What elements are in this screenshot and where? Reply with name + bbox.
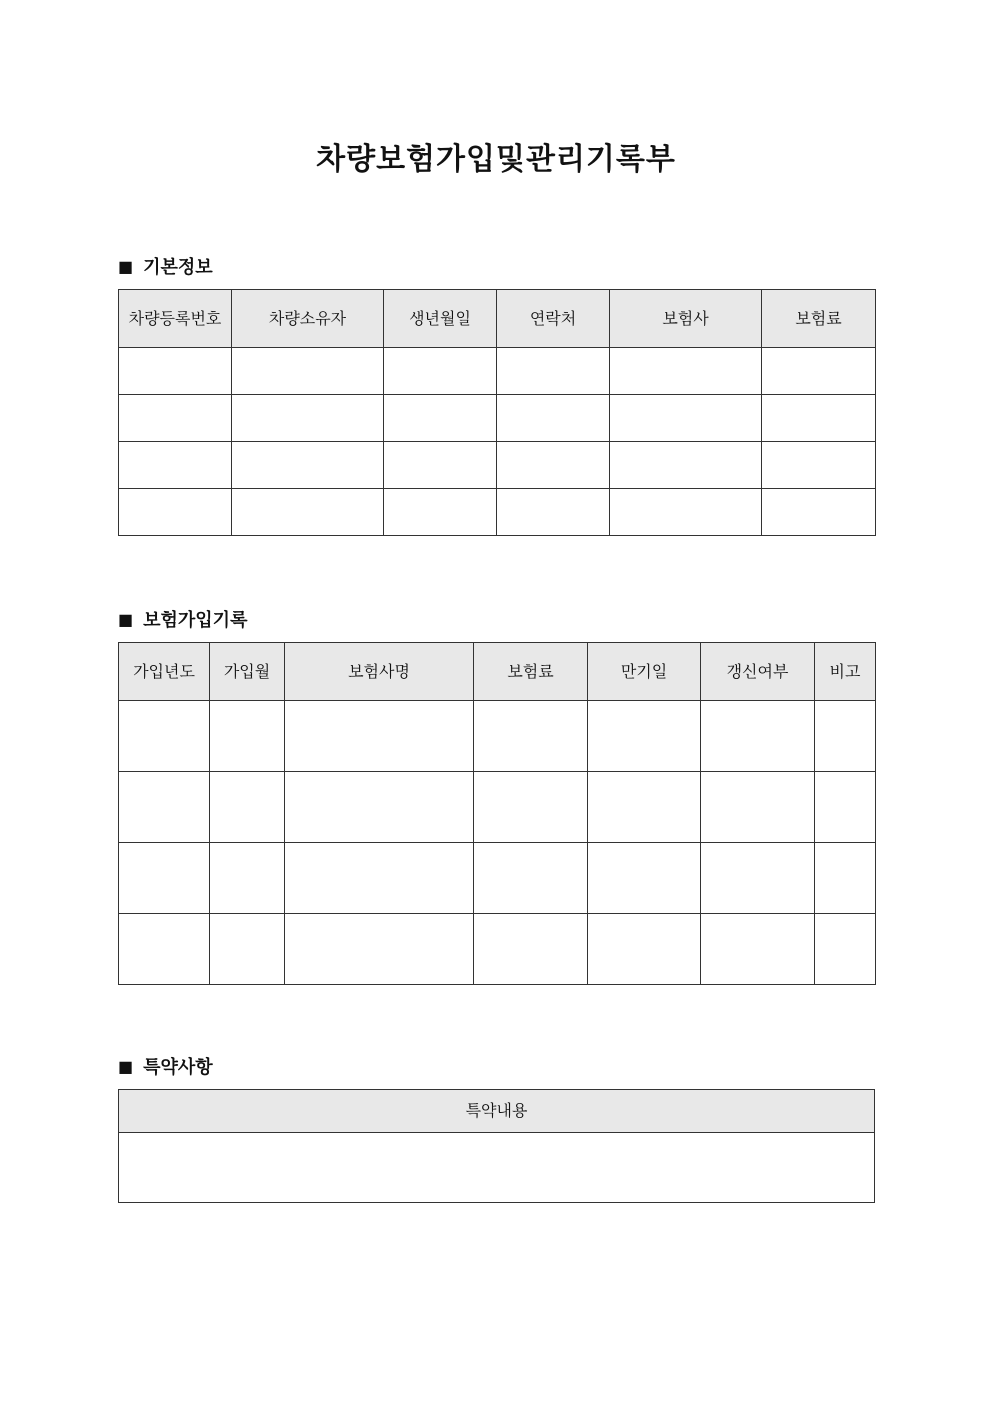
section-title: 특약사항 (143, 1057, 213, 1078)
table-cell[interactable] (210, 843, 285, 914)
column-header-vehicle-owner: 차량소유자 (232, 290, 384, 348)
column-header-join-month: 가입월 (210, 643, 285, 701)
table-cell[interactable] (232, 442, 384, 489)
table-cell[interactable] (815, 772, 876, 843)
table-cell[interactable] (384, 489, 497, 536)
square-bullet-icon: ■ (118, 609, 134, 629)
table-cell[interactable] (119, 914, 210, 985)
table-cell[interactable] (119, 701, 210, 772)
column-header-premium: 보험료 (762, 290, 876, 348)
table-cell[interactable] (701, 701, 815, 772)
table-header-row (119, 1090, 875, 1133)
table-cell[interactable] (610, 489, 762, 536)
section-title: 기본정보 (143, 257, 213, 278)
table-cell[interactable] (762, 395, 876, 442)
column-header-premium: 보험료 (474, 643, 588, 701)
table-row (119, 701, 876, 772)
column-header-renewal: 갱신여부 (701, 643, 815, 701)
column-header-insurer: 보험사 (610, 290, 762, 348)
section-heading-insurance-records (118, 606, 247, 632)
table-cell[interactable] (119, 442, 232, 489)
section-title: 보험가입기록 (143, 610, 248, 631)
table-cell[interactable] (497, 348, 610, 395)
table-cell[interactable] (610, 348, 762, 395)
table-row (119, 489, 876, 536)
table-cell[interactable] (119, 843, 210, 914)
table-cell[interactable] (762, 348, 876, 395)
column-header-birth-date: 생년월일 (384, 290, 497, 348)
table-cell[interactable] (701, 914, 815, 985)
table-cell[interactable] (588, 843, 701, 914)
table-cell[interactable] (497, 442, 610, 489)
table-cell[interactable] (610, 442, 762, 489)
column-header-insurer-name: 보험사명 (285, 643, 474, 701)
table-cell[interactable] (762, 442, 876, 489)
insurance-records-table (118, 642, 876, 985)
table-row (119, 1133, 875, 1203)
table-row (119, 772, 876, 843)
table-cell[interactable] (497, 395, 610, 442)
table-cell[interactable] (119, 772, 210, 843)
table-cell[interactable] (588, 701, 701, 772)
table-cell[interactable] (474, 843, 588, 914)
page-title: 차량보험가입및관리기록부 (316, 142, 676, 177)
table-cell[interactable] (474, 914, 588, 985)
column-header-remarks: 비고 (815, 643, 876, 701)
table-cell[interactable] (384, 348, 497, 395)
table-row (119, 843, 876, 914)
table-cell[interactable] (232, 489, 384, 536)
table-cell[interactable] (474, 772, 588, 843)
table-cell[interactable] (210, 701, 285, 772)
section-heading-special-terms (118, 1053, 213, 1079)
table-cell[interactable] (119, 348, 232, 395)
table-cell[interactable] (285, 914, 474, 985)
table-row (119, 914, 876, 985)
table-cell[interactable] (285, 843, 474, 914)
table-cell[interactable] (610, 395, 762, 442)
table-cell[interactable] (497, 489, 610, 536)
table-cell[interactable] (815, 843, 876, 914)
table-cell[interactable] (384, 395, 497, 442)
square-bullet-icon: ■ (118, 256, 134, 276)
special-terms-body (119, 1133, 875, 1203)
square-bullet-icon: ■ (118, 1056, 134, 1076)
table-header-row (119, 643, 876, 701)
table-row (119, 442, 876, 489)
table-cell[interactable] (232, 348, 384, 395)
table-cell[interactable] (384, 442, 497, 489)
table-header-row (119, 290, 876, 348)
table-cell[interactable] (285, 701, 474, 772)
basic-info-body (119, 348, 876, 536)
table-cell[interactable] (119, 489, 232, 536)
table-cell[interactable] (701, 772, 815, 843)
table-cell[interactable] (474, 701, 588, 772)
basic-info-table (118, 289, 876, 536)
table-cell[interactable] (815, 701, 876, 772)
section-heading-basic-info (118, 253, 213, 279)
table-cell[interactable] (588, 772, 701, 843)
table-cell[interactable] (119, 1133, 875, 1203)
table-cell[interactable] (815, 914, 876, 985)
table-row (119, 348, 876, 395)
table-cell[interactable] (285, 772, 474, 843)
table-row (119, 395, 876, 442)
table-cell[interactable] (701, 843, 815, 914)
table-cell[interactable] (210, 772, 285, 843)
special-terms-table (118, 1089, 875, 1203)
column-header-join-year: 가입년도 (119, 643, 210, 701)
column-header-vehicle-reg-no: 차량등록번호 (119, 290, 232, 348)
table-cell[interactable] (119, 395, 232, 442)
insurance-records-body (119, 701, 876, 985)
column-header-expiry-date: 만기일 (588, 643, 701, 701)
table-cell[interactable] (588, 914, 701, 985)
column-header-special-content: 특약내용 (119, 1090, 875, 1133)
table-cell[interactable] (762, 489, 876, 536)
table-cell[interactable] (232, 395, 384, 442)
table-cell[interactable] (210, 914, 285, 985)
column-header-contact: 연락처 (497, 290, 610, 348)
